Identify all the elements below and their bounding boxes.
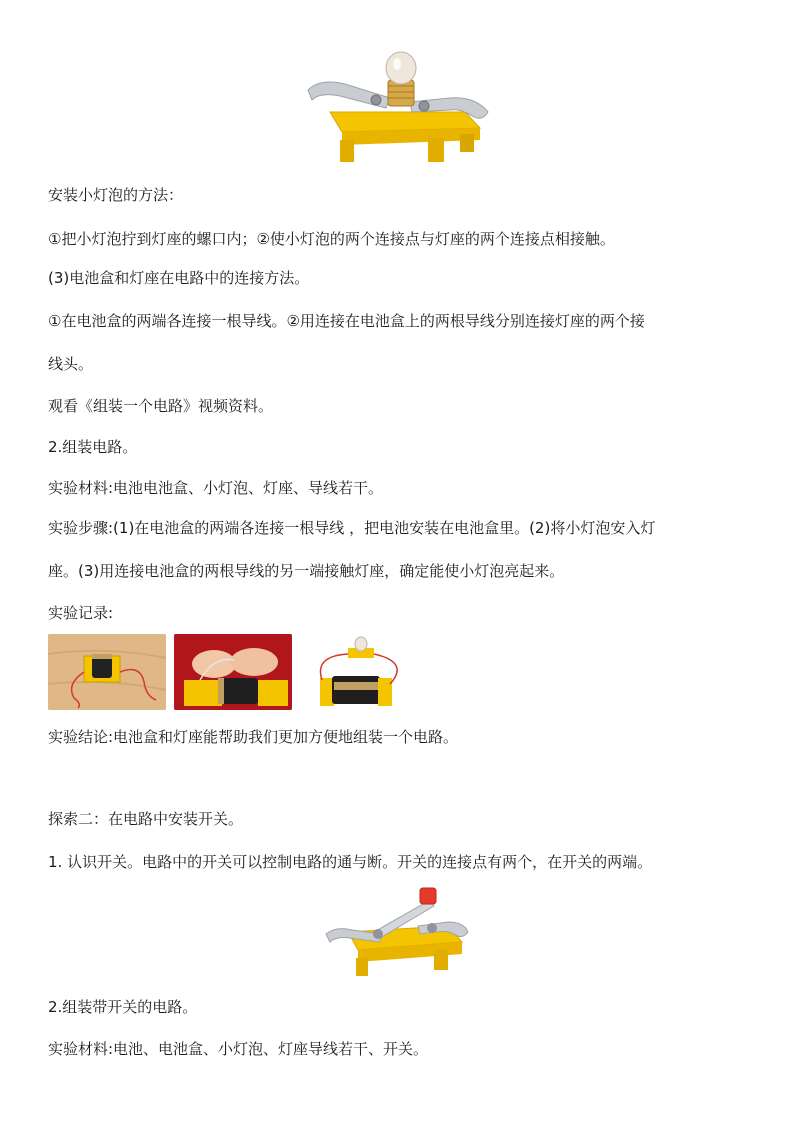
experiment-photo-3	[300, 634, 418, 710]
switch-figure	[322, 882, 472, 982]
text-line: 实验步骤:(1)在电池盒的两端各连接一根导线 ，把电池安装在电池盒里。(2)将小灯泡安入灯	[48, 519, 656, 537]
section-heading: 2.组装电路。	[48, 438, 138, 456]
text-line: 线头。	[48, 355, 94, 373]
text-line: 实验记录:	[48, 604, 114, 622]
section-heading: 2.组装带开关的电路。	[48, 998, 198, 1016]
text-line: 实验结论:电池盒和灯座能帮助我们更加方便地组装一个电路。	[48, 728, 459, 746]
text-line: 观看《组装一个电路》视频资料。	[48, 397, 274, 415]
text-line: ①在电池盒的两端各连接一根导线。②用连接在电池盒上的两根导线分别连接灯座的两个接	[48, 312, 645, 330]
text-line: 座。(3)用连接电池盒的两根导线的另一端接触灯座，确定能使小灯泡亮起来。	[48, 562, 565, 580]
text-line: 实验材料:电池、电池盒、小灯泡、灯座导线若干、开关。	[48, 1040, 429, 1058]
bulb-holder-figure	[300, 50, 500, 165]
text-line: (3)电池盒和灯座在电路中的连接方法。	[48, 269, 310, 287]
text-line: ①把小灯泡拧到灯座的螺口内；②使小灯泡的两个连接点与灯座的两个连接点相接触。	[48, 230, 615, 248]
experiment-photo-2	[174, 634, 292, 710]
text-line: 安装小灯泡的方法：	[48, 186, 184, 204]
text-line: 1. 认识开关。电路中的开关可以控制电路的通与断。开关的连接点有两个，在开关的两端。	[48, 853, 653, 871]
text-line: 实验材料:电池电池盒、小灯泡、灯座、导线若干。	[48, 479, 384, 497]
experiment-photo-1	[48, 634, 166, 710]
section-heading: 探索二：在电路中安装开关。	[48, 810, 244, 828]
